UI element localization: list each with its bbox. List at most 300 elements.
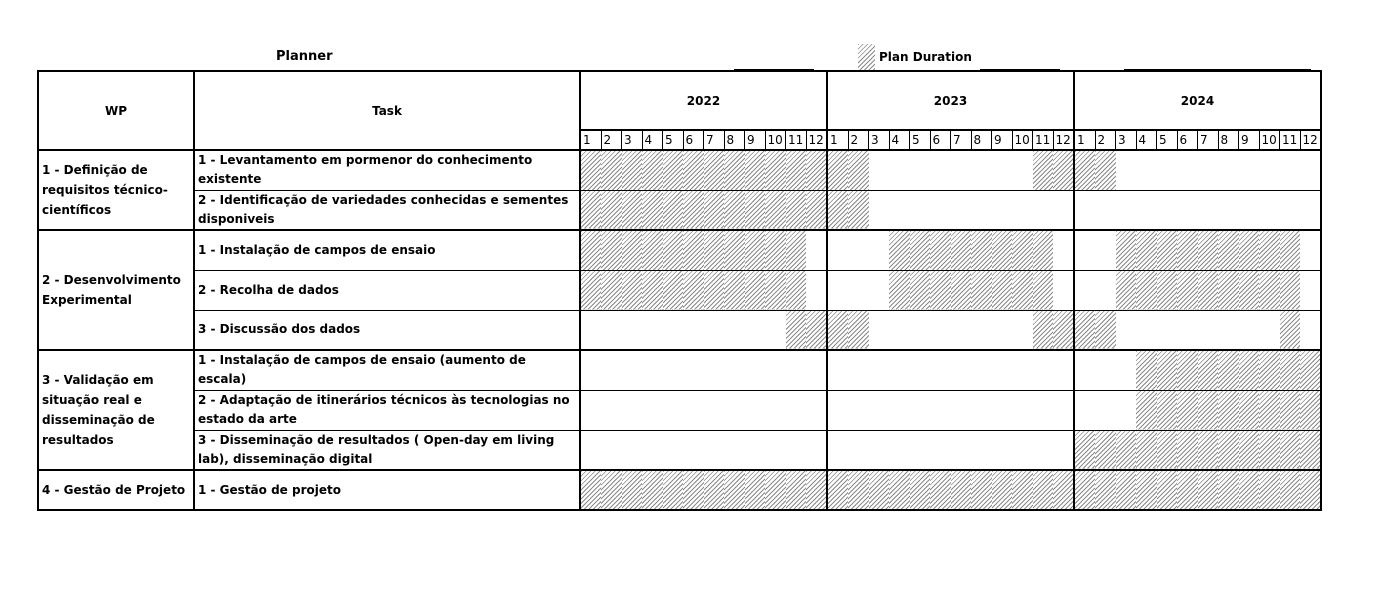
empty-month-cell bbox=[1300, 150, 1321, 190]
empty-month-cell bbox=[1074, 230, 1095, 270]
task-label: 1 - Instalação de campos de ensaio (aumento de escala) bbox=[194, 350, 580, 390]
month-header: 10 bbox=[765, 130, 786, 150]
month-header: 11 bbox=[786, 130, 807, 150]
empty-month-cell bbox=[910, 310, 931, 350]
empty-month-cell bbox=[992, 190, 1013, 230]
plan-duration-cell bbox=[1218, 430, 1239, 470]
gantt-table bbox=[37, 70, 1322, 511]
empty-month-cell bbox=[745, 350, 766, 390]
empty-month-cell bbox=[1033, 190, 1054, 230]
plan-duration-cell bbox=[1300, 430, 1321, 470]
plan-duration-cell bbox=[642, 150, 663, 190]
plan-duration-cell bbox=[1259, 430, 1280, 470]
plan-duration-cell bbox=[848, 150, 869, 190]
plan-duration-cell bbox=[1198, 470, 1219, 510]
empty-month-cell bbox=[889, 190, 910, 230]
empty-month-cell bbox=[869, 150, 890, 190]
empty-month-cell bbox=[1116, 190, 1137, 230]
empty-month-cell bbox=[930, 310, 951, 350]
plan-duration-cell bbox=[910, 230, 931, 270]
empty-month-cell bbox=[1177, 150, 1198, 190]
plan-duration-cell bbox=[1012, 470, 1033, 510]
empty-month-cell bbox=[1074, 270, 1095, 310]
plan-duration-cell bbox=[1177, 390, 1198, 430]
empty-month-cell bbox=[1218, 150, 1239, 190]
empty-month-cell bbox=[889, 150, 910, 190]
month-header: 3 bbox=[622, 130, 643, 150]
plan-duration-cell bbox=[1053, 310, 1074, 350]
empty-month-cell bbox=[951, 350, 972, 390]
empty-month-cell bbox=[663, 310, 684, 350]
plan-duration-cell bbox=[806, 150, 827, 190]
empty-month-cell bbox=[1012, 350, 1033, 390]
plan-duration-cell bbox=[1259, 390, 1280, 430]
empty-month-cell bbox=[869, 310, 890, 350]
empty-month-cell bbox=[1198, 150, 1219, 190]
plan-duration-cell bbox=[1095, 430, 1116, 470]
plan-duration-cell bbox=[1239, 230, 1260, 270]
task-row bbox=[38, 270, 1321, 310]
empty-month-cell bbox=[580, 390, 601, 430]
month-header: 12 bbox=[806, 130, 827, 150]
empty-month-cell bbox=[642, 350, 663, 390]
empty-month-cell bbox=[1177, 310, 1198, 350]
month-header: 5 bbox=[910, 130, 931, 150]
empty-month-cell bbox=[1259, 150, 1280, 190]
month-header: 7 bbox=[704, 130, 725, 150]
task-row bbox=[38, 390, 1321, 430]
empty-month-cell bbox=[1259, 190, 1280, 230]
plan-duration-cell bbox=[622, 270, 643, 310]
empty-month-cell bbox=[1136, 150, 1157, 190]
plan-duration-cell bbox=[786, 470, 807, 510]
plan-duration-cell bbox=[1239, 430, 1260, 470]
empty-month-cell bbox=[601, 350, 622, 390]
task-label: 3 - Disseminação de resultados ( Open-day em living lab), disseminação digital bbox=[194, 430, 580, 470]
empty-month-cell bbox=[910, 150, 931, 190]
plan-duration-cell bbox=[1116, 470, 1137, 510]
plan-duration-cell bbox=[786, 230, 807, 270]
plan-duration-cell bbox=[1053, 150, 1074, 190]
plan-duration-cell bbox=[622, 230, 643, 270]
month-header: 4 bbox=[889, 130, 910, 150]
plan-duration-cell bbox=[827, 150, 848, 190]
empty-month-cell bbox=[827, 390, 848, 430]
plan-duration-cell bbox=[1218, 390, 1239, 430]
plan-duration-cell bbox=[971, 230, 992, 270]
plan-duration-cell bbox=[1095, 310, 1116, 350]
plan-duration-cell bbox=[971, 470, 992, 510]
plan-duration-cell bbox=[601, 270, 622, 310]
plan-duration-cell bbox=[1300, 350, 1321, 390]
task-row bbox=[38, 310, 1321, 350]
month-header: 1 bbox=[580, 130, 601, 150]
plan-duration-cell bbox=[663, 270, 684, 310]
plan-duration-cell bbox=[1157, 390, 1178, 430]
month-header: 1 bbox=[1074, 130, 1095, 150]
month-header: 10 bbox=[1259, 130, 1280, 150]
plan-duration-cell bbox=[930, 270, 951, 310]
plan-duration-cell bbox=[1300, 470, 1321, 510]
empty-month-cell bbox=[1095, 350, 1116, 390]
empty-month-cell bbox=[1300, 270, 1321, 310]
plan-duration-cell bbox=[745, 190, 766, 230]
empty-month-cell bbox=[683, 430, 704, 470]
empty-month-cell bbox=[971, 350, 992, 390]
plan-duration-cell bbox=[1218, 350, 1239, 390]
legend bbox=[858, 44, 972, 70]
year-header: 2023 bbox=[827, 71, 1074, 130]
empty-month-cell bbox=[704, 390, 725, 430]
plan-duration-cell bbox=[765, 230, 786, 270]
empty-month-cell bbox=[1157, 190, 1178, 230]
month-header: 11 bbox=[1280, 130, 1301, 150]
empty-month-cell bbox=[1157, 310, 1178, 350]
plan-duration-cell bbox=[663, 150, 684, 190]
empty-month-cell bbox=[1116, 150, 1137, 190]
plan-duration-cell bbox=[1198, 390, 1219, 430]
plan-duration-cell bbox=[1136, 390, 1157, 430]
empty-month-cell bbox=[1259, 310, 1280, 350]
empty-month-cell bbox=[683, 390, 704, 430]
task-row bbox=[38, 470, 1321, 510]
empty-month-cell bbox=[889, 390, 910, 430]
empty-month-cell bbox=[848, 430, 869, 470]
empty-month-cell bbox=[765, 430, 786, 470]
empty-month-cell bbox=[1053, 230, 1074, 270]
empty-month-cell bbox=[622, 310, 643, 350]
plan-duration-cell bbox=[1033, 230, 1054, 270]
empty-month-cell bbox=[663, 430, 684, 470]
empty-month-cell bbox=[724, 350, 745, 390]
plan-duration-cell bbox=[1177, 230, 1198, 270]
month-header: 10 bbox=[1012, 130, 1033, 150]
plan-duration-cell bbox=[1012, 270, 1033, 310]
empty-month-cell bbox=[869, 190, 890, 230]
empty-month-cell bbox=[1095, 190, 1116, 230]
plan-duration-cell bbox=[642, 190, 663, 230]
task-row bbox=[38, 150, 1321, 190]
plan-duration-cell bbox=[1300, 390, 1321, 430]
empty-month-cell bbox=[1280, 190, 1301, 230]
plan-duration-cell bbox=[889, 230, 910, 270]
empty-month-cell bbox=[889, 430, 910, 470]
empty-month-cell bbox=[1095, 270, 1116, 310]
empty-month-cell bbox=[745, 430, 766, 470]
month-header: 8 bbox=[724, 130, 745, 150]
empty-month-cell bbox=[806, 430, 827, 470]
month-header: 11 bbox=[1033, 130, 1054, 150]
plan-duration-cell bbox=[745, 270, 766, 310]
empty-month-cell bbox=[1053, 270, 1074, 310]
plan-duration-cell bbox=[1136, 430, 1157, 470]
empty-month-cell bbox=[704, 350, 725, 390]
plan-duration-cell bbox=[765, 470, 786, 510]
empty-month-cell bbox=[1280, 150, 1301, 190]
plan-duration-cell bbox=[992, 470, 1013, 510]
plan-duration-cell bbox=[724, 270, 745, 310]
empty-month-cell bbox=[1012, 190, 1033, 230]
empty-month-cell bbox=[1012, 390, 1033, 430]
empty-month-cell bbox=[1136, 310, 1157, 350]
plan-duration-cell bbox=[765, 150, 786, 190]
empty-month-cell bbox=[971, 310, 992, 350]
plan-duration-cell bbox=[683, 190, 704, 230]
plan-duration-cell bbox=[745, 150, 766, 190]
plan-duration-cell bbox=[683, 470, 704, 510]
month-header: 12 bbox=[1300, 130, 1321, 150]
plan-duration-cell bbox=[1136, 470, 1157, 510]
plan-duration-cell bbox=[1259, 270, 1280, 310]
plan-duration-cell bbox=[1116, 270, 1137, 310]
planner-title: Planner bbox=[276, 49, 333, 64]
empty-month-cell bbox=[1012, 310, 1033, 350]
plan-duration-cell bbox=[1095, 150, 1116, 190]
plan-duration-cell bbox=[992, 270, 1013, 310]
plan-duration-cell bbox=[724, 470, 745, 510]
empty-month-cell bbox=[1012, 150, 1033, 190]
empty-month-cell bbox=[889, 310, 910, 350]
plan-duration-cell bbox=[1259, 470, 1280, 510]
plan-duration-cell bbox=[786, 270, 807, 310]
month-header: 7 bbox=[1198, 130, 1219, 150]
empty-month-cell bbox=[724, 310, 745, 350]
plan-duration-cell bbox=[1136, 230, 1157, 270]
empty-month-cell bbox=[786, 350, 807, 390]
plan-duration-cell bbox=[806, 470, 827, 510]
plan-duration-cell bbox=[642, 470, 663, 510]
empty-month-cell bbox=[1177, 190, 1198, 230]
empty-month-cell bbox=[704, 430, 725, 470]
plan-duration-cell bbox=[1116, 230, 1137, 270]
hatch-swatch-icon bbox=[858, 44, 875, 70]
plan-duration-cell bbox=[1280, 310, 1301, 350]
empty-month-cell bbox=[951, 430, 972, 470]
plan-duration-cell bbox=[827, 310, 848, 350]
task-row bbox=[38, 350, 1321, 390]
wp-column-header: WP bbox=[38, 71, 194, 150]
plan-duration-cell bbox=[1012, 230, 1033, 270]
empty-month-cell bbox=[683, 310, 704, 350]
plan-duration-cell bbox=[1033, 270, 1054, 310]
month-header: 2 bbox=[601, 130, 622, 150]
plan-duration-cell bbox=[663, 190, 684, 230]
plan-duration-cell bbox=[580, 230, 601, 270]
wp-label: 4 - Gestão de Projeto bbox=[38, 470, 194, 510]
empty-month-cell bbox=[827, 270, 848, 310]
empty-month-cell bbox=[1053, 390, 1074, 430]
plan-duration-cell bbox=[930, 470, 951, 510]
empty-month-cell bbox=[765, 310, 786, 350]
year-header: 2022 bbox=[580, 71, 827, 130]
plan-duration-cell bbox=[704, 270, 725, 310]
empty-month-cell bbox=[806, 230, 827, 270]
plan-duration-cell bbox=[765, 190, 786, 230]
empty-month-cell bbox=[910, 190, 931, 230]
wp-label: 1 - Definição de requisitos técnico-científicos bbox=[38, 150, 194, 230]
plan-duration-cell bbox=[1157, 230, 1178, 270]
empty-month-cell bbox=[1116, 390, 1137, 430]
plan-duration-cell bbox=[1239, 470, 1260, 510]
month-header: 3 bbox=[1116, 130, 1137, 150]
empty-month-cell bbox=[971, 430, 992, 470]
plan-duration-cell bbox=[1157, 430, 1178, 470]
plan-duration-cell bbox=[580, 190, 601, 230]
month-header: 6 bbox=[930, 130, 951, 150]
empty-month-cell bbox=[601, 310, 622, 350]
wp-label: 3 - Validação em situação real e disseminação de resultados bbox=[38, 350, 194, 470]
empty-month-cell bbox=[1074, 190, 1095, 230]
plan-duration-cell bbox=[889, 270, 910, 310]
empty-month-cell bbox=[910, 430, 931, 470]
wp-label: 2 - Desenvolvimento Experimental bbox=[38, 230, 194, 350]
plan-duration-cell bbox=[765, 270, 786, 310]
plan-duration-cell bbox=[580, 150, 601, 190]
plan-duration-cell bbox=[601, 190, 622, 230]
empty-month-cell bbox=[930, 150, 951, 190]
task-label: 2 - Recolha de dados bbox=[194, 270, 580, 310]
task-label: 2 - Identificação de variedades conhecidas e sementes disponiveis bbox=[194, 190, 580, 230]
empty-month-cell bbox=[951, 390, 972, 430]
empty-month-cell bbox=[765, 390, 786, 430]
plan-duration-cell bbox=[683, 270, 704, 310]
empty-month-cell bbox=[971, 390, 992, 430]
plan-duration-cell bbox=[951, 270, 972, 310]
empty-month-cell bbox=[745, 310, 766, 350]
empty-month-cell bbox=[1136, 190, 1157, 230]
plan-duration-cell bbox=[1280, 230, 1301, 270]
task-row bbox=[38, 190, 1321, 230]
task-label: 2 - Adaptação de itinerários técnicos às tecnologias no estado da arte bbox=[194, 390, 580, 430]
plan-duration-cell bbox=[745, 230, 766, 270]
plan-duration-cell bbox=[1033, 150, 1054, 190]
plan-duration-cell bbox=[724, 150, 745, 190]
empty-month-cell bbox=[848, 390, 869, 430]
empty-month-cell bbox=[601, 430, 622, 470]
empty-month-cell bbox=[1239, 310, 1260, 350]
task-label: 1 - Levantamento em pormenor do conhecimento existente bbox=[194, 150, 580, 190]
task-label: 1 - Instalação de campos de ensaio bbox=[194, 230, 580, 270]
plan-duration-cell bbox=[724, 190, 745, 230]
empty-month-cell bbox=[580, 430, 601, 470]
plan-duration-cell bbox=[910, 470, 931, 510]
empty-month-cell bbox=[848, 270, 869, 310]
plan-duration-cell bbox=[704, 470, 725, 510]
empty-month-cell bbox=[992, 390, 1013, 430]
month-header: 6 bbox=[683, 130, 704, 150]
empty-month-cell bbox=[580, 310, 601, 350]
month-header: 6 bbox=[1177, 130, 1198, 150]
plan-duration-cell bbox=[683, 150, 704, 190]
empty-month-cell bbox=[1157, 150, 1178, 190]
empty-month-cell bbox=[1198, 190, 1219, 230]
empty-month-cell bbox=[642, 430, 663, 470]
plan-duration-cell bbox=[1218, 230, 1239, 270]
plan-duration-cell bbox=[1280, 430, 1301, 470]
plan-duration-cell bbox=[1095, 470, 1116, 510]
plan-duration-cell bbox=[601, 150, 622, 190]
empty-month-cell bbox=[992, 150, 1013, 190]
task-label: 3 - Discussão dos dados bbox=[194, 310, 580, 350]
plan-duration-cell bbox=[848, 190, 869, 230]
empty-month-cell bbox=[683, 350, 704, 390]
empty-month-cell bbox=[1033, 350, 1054, 390]
month-header: 2 bbox=[1095, 130, 1116, 150]
plan-duration-cell bbox=[930, 230, 951, 270]
task-row bbox=[38, 230, 1321, 270]
month-header: 8 bbox=[1218, 130, 1239, 150]
plan-duration-cell bbox=[806, 310, 827, 350]
plan-duration-cell bbox=[622, 150, 643, 190]
empty-month-cell bbox=[786, 430, 807, 470]
plan-duration-cell bbox=[910, 270, 931, 310]
empty-month-cell bbox=[869, 430, 890, 470]
empty-month-cell bbox=[971, 190, 992, 230]
plan-duration-cell bbox=[1218, 270, 1239, 310]
empty-month-cell bbox=[992, 430, 1013, 470]
plan-duration-cell bbox=[580, 470, 601, 510]
plan-duration-cell bbox=[1177, 430, 1198, 470]
empty-month-cell bbox=[786, 390, 807, 430]
empty-month-cell bbox=[622, 350, 643, 390]
empty-month-cell bbox=[806, 350, 827, 390]
plan-duration-cell bbox=[1280, 350, 1301, 390]
empty-month-cell bbox=[827, 350, 848, 390]
empty-month-cell bbox=[1095, 390, 1116, 430]
plan-duration-cell bbox=[786, 190, 807, 230]
empty-month-cell bbox=[1239, 190, 1260, 230]
plan-duration-cell bbox=[1074, 430, 1095, 470]
plan-duration-cell bbox=[601, 230, 622, 270]
empty-month-cell bbox=[1300, 230, 1321, 270]
empty-month-cell bbox=[930, 350, 951, 390]
plan-duration-cell bbox=[704, 190, 725, 230]
empty-month-cell bbox=[930, 430, 951, 470]
plan-duration-cell bbox=[580, 270, 601, 310]
plan-duration-cell bbox=[1033, 310, 1054, 350]
empty-month-cell bbox=[910, 350, 931, 390]
empty-month-cell bbox=[971, 150, 992, 190]
plan-duration-cell bbox=[1239, 270, 1260, 310]
plan-duration-cell bbox=[1280, 470, 1301, 510]
empty-month-cell bbox=[642, 390, 663, 430]
empty-month-cell bbox=[889, 350, 910, 390]
empty-month-cell bbox=[848, 230, 869, 270]
empty-month-cell bbox=[869, 390, 890, 430]
empty-month-cell bbox=[1012, 430, 1033, 470]
empty-month-cell bbox=[930, 390, 951, 430]
empty-month-cell bbox=[1033, 430, 1054, 470]
empty-month-cell bbox=[827, 430, 848, 470]
empty-month-cell bbox=[1300, 190, 1321, 230]
plan-duration-cell bbox=[1280, 270, 1301, 310]
empty-month-cell bbox=[806, 270, 827, 310]
plan-duration-cell bbox=[806, 190, 827, 230]
plan-duration-cell bbox=[1259, 350, 1280, 390]
empty-month-cell bbox=[951, 190, 972, 230]
empty-month-cell bbox=[951, 310, 972, 350]
plan-duration-cell bbox=[745, 470, 766, 510]
empty-month-cell bbox=[663, 350, 684, 390]
plan-duration-cell bbox=[663, 230, 684, 270]
plan-duration-cell bbox=[786, 150, 807, 190]
plan-duration-cell bbox=[1074, 310, 1095, 350]
plan-duration-cell bbox=[971, 270, 992, 310]
plan-duration-cell bbox=[622, 470, 643, 510]
plan-duration-cell bbox=[848, 470, 869, 510]
plan-duration-cell bbox=[1033, 470, 1054, 510]
month-header: 4 bbox=[1136, 130, 1157, 150]
